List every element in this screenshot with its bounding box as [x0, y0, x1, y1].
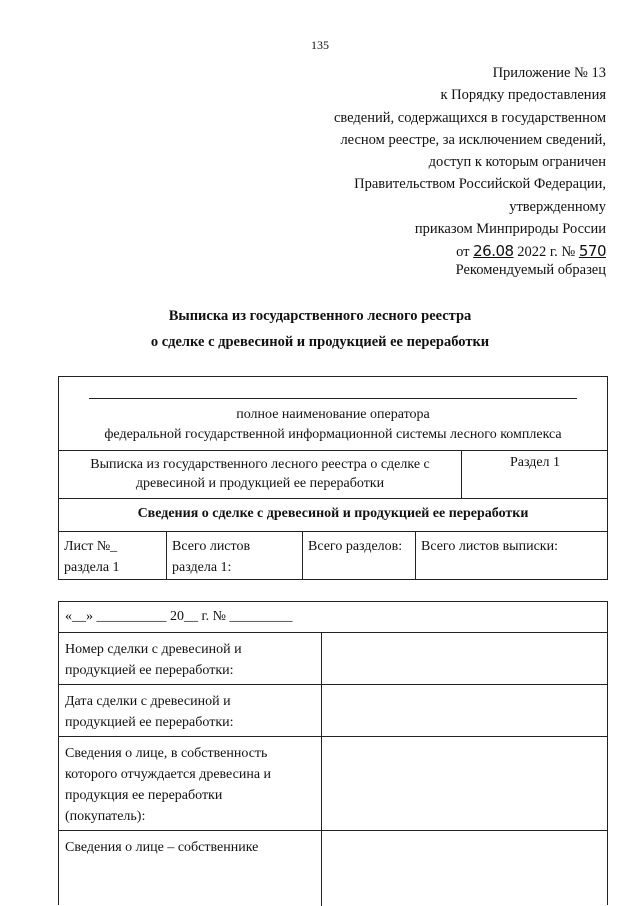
deal-number-label: [59, 633, 322, 684]
total-sheets-line2: раздела 1:: [172, 560, 232, 575]
form-date-line: «__» __________ 20__ г. № _________: [59, 602, 607, 633]
extract-header-line1: Выписка из государственного лесного реестра о сделке с: [90, 457, 430, 472]
label-line: Дата сделки с древесиной и: [65, 694, 231, 709]
deal-date-label: [59, 685, 322, 736]
deal-number-field[interactable]: [322, 633, 607, 684]
sheet-number-line1: Лист №_: [64, 539, 118, 554]
label-line: продукция ее переработки: [65, 788, 223, 803]
appendix-line: сведений, содержащихся в государственном: [333, 109, 606, 126]
operator-name-fill-line: [89, 398, 577, 399]
operator-caption-line1: полное наименование оператора: [236, 407, 430, 422]
appendix-line: утвержденному: [509, 198, 606, 215]
extract-header-title: [59, 451, 462, 498]
deal-date-field[interactable]: [322, 685, 607, 736]
form-row: [59, 633, 607, 685]
appendix-line: к Порядку предоставления: [440, 87, 606, 104]
handwritten-date: 26.08: [473, 242, 514, 261]
date-suffix: 2022 г. №: [517, 244, 576, 261]
label-line: (покупатель):: [65, 809, 146, 824]
section-title: Сведения о сделке с древесиной и продукцией ее переработки: [58, 499, 608, 532]
appendix-line: лесном реестре, за исключением сведений,: [340, 131, 606, 148]
label-line: продукцией ее переработки:: [65, 663, 234, 678]
appendix-line: Правительством Российской Федерации,: [354, 176, 606, 193]
label-line: Номер сделки с древесиной и: [65, 642, 242, 657]
label-line: которого отчуждается древесина и: [65, 767, 272, 782]
operator-name-box: [58, 376, 608, 450]
order-date-line: [266, 240, 606, 263]
recommended-sample-label: Рекомендуемый образец: [455, 262, 606, 278]
section-number: Раздел 1: [509, 455, 561, 470]
date-prefix: от: [456, 244, 470, 261]
handwritten-number: 570: [578, 242, 606, 261]
document-title-line1: Выписка из государственного лесного реестра: [168, 308, 472, 324]
form-row: [59, 685, 607, 737]
operator-caption-line2: федеральной государственной информационной системы лесного комплекса: [104, 427, 562, 442]
appendix-line: доступ к которым ограничен: [428, 154, 606, 171]
label-line: Сведения о лице, в собственность: [65, 746, 268, 761]
form-row: [59, 737, 607, 831]
buyer-info-label: [59, 737, 322, 830]
appendix-line: приказом Минприроды России: [414, 221, 606, 238]
label-line: продукцией ее переработки:: [65, 715, 234, 730]
total-sections-cell: Всего разделов:: [303, 532, 416, 579]
deal-form-table: [58, 601, 608, 905]
owner-info-label: [59, 831, 322, 906]
extract-header-row: [58, 450, 608, 499]
owner-info-field[interactable]: [322, 831, 607, 906]
total-sheets-cell: [167, 532, 303, 579]
buyer-info-field[interactable]: [322, 737, 607, 830]
operator-caption: [59, 405, 607, 445]
label-line: Сведения о лице – собственнике: [65, 840, 259, 855]
extract-header-line2: древесиной и продукцией ее переработки: [135, 476, 385, 491]
total-extract-sheets-cell: Всего листов выписки:: [421, 539, 558, 554]
total-sheets-line1: Всего листов: [172, 539, 251, 554]
appendix-header: [266, 62, 606, 264]
appendix-line: Приложение № 13: [492, 65, 606, 81]
sheet-number-cell: [59, 532, 167, 579]
page-number: 135: [311, 38, 329, 52]
sheet-count-row: [58, 532, 608, 580]
document-title-line2: о сделке с древесиной и продукцией ее переработки: [150, 334, 490, 350]
sheet-number-line2: раздела 1: [64, 560, 120, 575]
form-row: [59, 831, 607, 906]
